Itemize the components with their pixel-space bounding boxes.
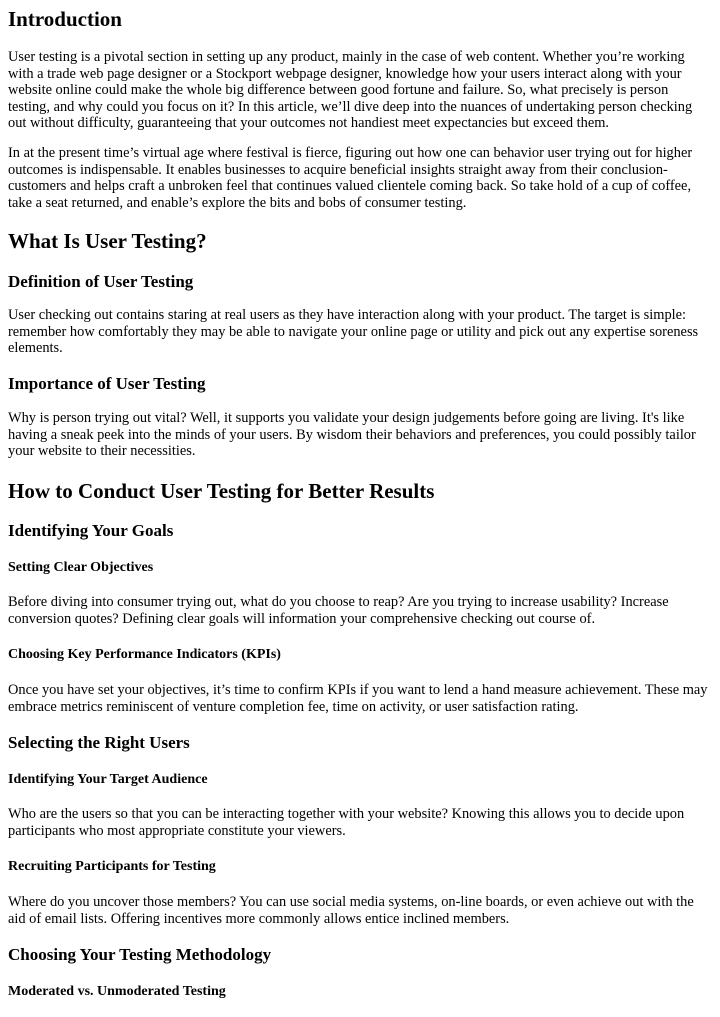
text-line: Why is person trying out vital? Well, it supports you validate your design judgements before going are living. It's like <box>8 410 685 426</box>
heading-identifying-goals: Identifying Your Goals <box>8 521 174 540</box>
intro-paragraph-1 <box>8 49 692 132</box>
heading-introduction: Introduction <box>8 7 122 31</box>
text-line: out without difficulty, guaranteeing that your outcomes not handiest meet expectancies but exceed them. <box>8 115 610 131</box>
text-line: In at the present time’s virtual age where festival is fierce, figuring out how one can behavior user trying out for higher <box>8 145 693 161</box>
heading-testing-methodology: Choosing Your Testing Methodology <box>8 945 272 964</box>
audience-paragraph <box>8 806 684 839</box>
text-line: Who are the users so that you can be interacting together with your website? Knowing this allows you to decide upon <box>8 806 685 822</box>
text-line: elements. <box>8 340 63 356</box>
text-line: remember how comfortably they may be able to navigate your online page or utility and pick out any expertise soreness <box>8 323 699 340</box>
text-line: having a sneak peek into the minds of your users. By wisdom their behaviors and preferences, you could possibly tailor <box>8 426 696 443</box>
definition-paragraph <box>8 307 698 357</box>
heading-how-to-conduct: How to Conduct User Testing for Better Results <box>8 479 435 503</box>
heading-importance: Importance of User Testing <box>8 374 206 393</box>
importance-paragraph <box>8 410 696 460</box>
text-line: Once you have set your objectives, it’s time to confirm KPIs if you want to lend a hand measure achievement. These may <box>8 682 708 698</box>
text-line: website online could make the whole big difference between good fortune and failure. So, what precisely is person <box>8 82 669 98</box>
text-line: participants who most appropriate constitute your viewers. <box>8 822 346 839</box>
heading-kpis: Choosing Key Performance Indicators (KPIs) <box>8 647 281 662</box>
text-line: testing, and why could you focus on it? In this article, we’ll dive deep into the nuances of undertaking person checking <box>8 98 693 115</box>
text-line: with a trade web page designer or a Stockport webpage designer, knowledge how your users interact along with your <box>8 65 682 82</box>
recruit-paragraph <box>8 894 694 927</box>
text-line: User checking out contains staring at real users as they have interaction along with your product. The target is simple: <box>8 307 687 323</box>
text-line: outcomes is indispensable. It enables businesses to acquire beneficial insights straight away from their conclusion- <box>8 161 668 178</box>
text-line: Where do you uncover those members? You can use social media systems, on-line boards, or even achieve out with the <box>8 894 694 910</box>
text-line: User testing is a pivotal section in setting up any product, mainly in the case of web content. Whether you’re working <box>8 49 685 65</box>
text-line: Before diving into consumer trying out, what do you choose to reap? Are you trying to increase usability? Increase <box>8 594 669 610</box>
kpi-paragraph <box>8 682 707 715</box>
heading-selecting-users: Selecting the Right Users <box>8 733 190 752</box>
intro-paragraph-2 <box>8 145 692 211</box>
text-line: customers and helps craft a unbroken feel that continues valued clientele coming back. So take hold of a cup of coffee, <box>8 178 692 194</box>
heading-moderated-unmoderated: Moderated vs. Unmoderated Testing <box>8 984 226 999</box>
heading-target-audience: Identifying Your Target Audience <box>8 772 208 787</box>
text-line: your website to their necessities. <box>8 443 196 459</box>
heading-setting-objectives: Setting Clear Objectives <box>8 560 154 575</box>
objectives-paragraph <box>8 594 669 627</box>
heading-definition: Definition of User Testing <box>8 272 194 291</box>
text-line: aid of email lists. Offering incentives more commonly allows entice inclined members. <box>8 910 510 927</box>
text-line: take a seat returned, and enable’s explore the bits and bobs of consumer testing. <box>8 194 467 211</box>
heading-what-is-user-testing: What Is User Testing? <box>8 229 207 253</box>
heading-recruiting: Recruiting Participants for Testing <box>8 859 216 874</box>
text-line: conversion quotes? Defining clear goals will information your comprehensive checking out course of. <box>8 610 596 627</box>
text-line: embrace metrics reminiscent of venture completion fee, time on activity, or user satisfaction rating. <box>8 698 579 715</box>
